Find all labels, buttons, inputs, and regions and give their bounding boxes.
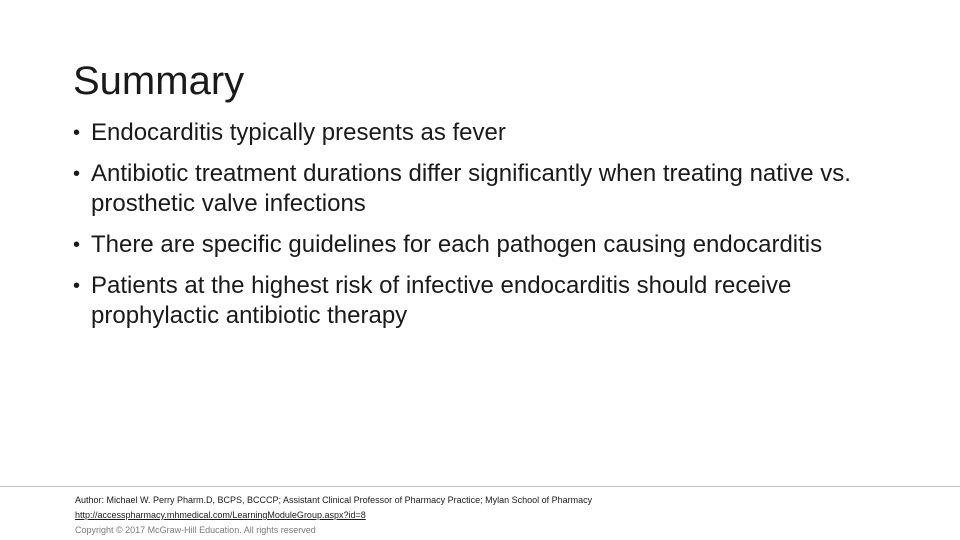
copyright-notice: Copyright © 2017 McGraw-Hill Education. All rights reserved	[75, 525, 316, 535]
bullet-item	[73, 271, 893, 331]
author-credit: Author: Michael W. Perry Pharm.D, BCPS, BCCCP; Assistant Clinical Professor of Pharmacy Practice; Mylan School of Pharmacy	[75, 495, 593, 505]
bullet-glyph: •	[73, 163, 81, 185]
bullet-text: Antibiotic treatment durations differ significantly when treating native vs. prosthetic valve infections	[91, 160, 851, 217]
bullet-item	[73, 159, 893, 219]
bullet-item	[73, 230, 893, 260]
bullet-item	[73, 118, 893, 148]
bullet-glyph: •	[73, 275, 81, 297]
bullet-glyph: •	[73, 122, 81, 144]
bullet-list	[73, 118, 893, 342]
footer-divider	[0, 486, 960, 487]
bullet-text: There are specific guidelines for each pathogen causing endocarditis	[91, 231, 823, 258]
slide-title: Summary	[73, 59, 245, 103]
bullet-text: Endocarditis typically presents as fever	[91, 119, 506, 146]
bullet-text: Patients at the highest risk of infective endocarditis should receive prophylactic antibiotic therapy	[91, 272, 792, 329]
footer	[75, 493, 935, 538]
source-link[interactable]: http://accesspharmacy.mhmedical.com/LearningModuleGroup.aspx?id=8	[75, 510, 366, 520]
bullet-glyph: •	[73, 234, 81, 256]
